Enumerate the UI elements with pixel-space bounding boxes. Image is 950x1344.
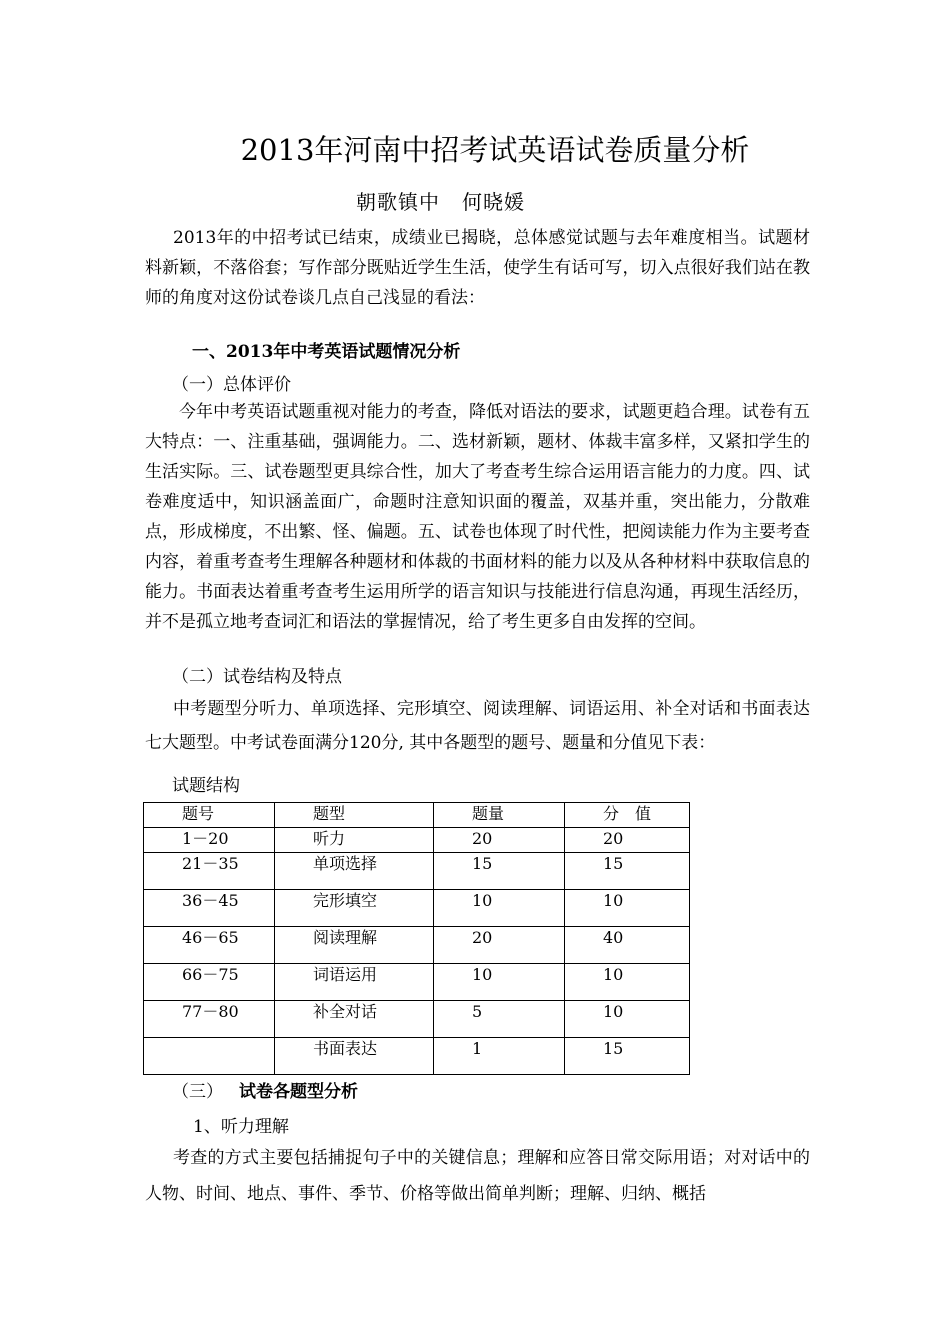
table-header-row	[144, 803, 690, 828]
section-heading-1: 一、2013年中考英语试题情况分析	[192, 342, 461, 362]
listening-paragraph: 考查的方式主要包括捕捉句子中的关键信息；理解和应答日常交际用语；对对话中的人物、时间、地点、事件、季节、价格等做出简单判断；理解、归纳、概括	[145, 1148, 810, 1204]
table-row	[144, 964, 690, 1001]
table-row	[144, 927, 690, 964]
table-cell	[144, 1038, 275, 1075]
subsection-title: 试卷各题型分析	[239, 1082, 358, 1102]
intro-paragraph: 2013年的中招考试已结束，成绩业已揭晓，总体感觉试题与去年难度相当。试题材料新颖，不落俗套；写作部分既贴近学生生活，使学生有话可写，切入点很好我们站在教师的角度对这份试卷谈几点自己浅显的看法：	[145, 228, 810, 308]
table-cell: 5	[434, 1001, 565, 1038]
table-cell: 10	[565, 890, 690, 927]
table-cell: 1	[434, 1038, 565, 1075]
table-cell: 单项选择	[275, 853, 434, 890]
table-cell: 1－20	[144, 828, 275, 853]
table-cell: 听力	[275, 828, 434, 853]
item-heading-listening: 1、听力理解	[193, 1117, 289, 1137]
table-cell: 10	[565, 1001, 690, 1038]
table-row	[144, 1038, 690, 1075]
table-cell: 36－45	[144, 890, 275, 927]
subsection-number: （三）	[172, 1082, 223, 1102]
page-title: 2013年河南中招考试英语试卷质量分析	[240, 133, 750, 167]
header-cell-count: 题量	[434, 803, 565, 828]
table-cell: 46－65	[144, 927, 275, 964]
table-cell: 21－35	[144, 853, 275, 890]
table-cell: 补全对话	[275, 1001, 434, 1038]
table-cell: 完形填空	[275, 890, 434, 927]
subsection-heading-overall: （一）总体评价	[172, 375, 291, 395]
table-row	[144, 853, 690, 890]
author-line	[356, 186, 525, 215]
structure-paragraph: 中考题型分听力、单项选择、完形填空、阅读理解、词语运用、补全对话和书面表达七大题型。中考试卷面满分120分, 其中各题型的题号、题量和分值见下表：	[145, 699, 810, 753]
author-name: 何晓媛	[462, 190, 525, 214]
table-cell: 15	[434, 853, 565, 890]
table-cell: 15	[565, 853, 690, 890]
overall-paragraph: 今年中考英语试题重视对能力的考查，降低对语法的要求，试题更趋合理。试卷有五大特点：一、注重基础，强调能力。二、选材新颖，题材、体裁丰富多样，又紧扣学生的生活实际。三、试卷题型更具综合性，加大了考查考生综合运用语言能力的力度。四、试卷难度适中，知识涵盖面广，命题时注意知识面的覆盖，双基并重，突出能力，分散难点，形成梯度，不出繁、怪、偏题。五、试卷也体现了时代性，把阅读能力作为主要考查内容，着重考查考生理解各种题材和体裁的书面材料的能力以及从各种材料中获取信息的能力。书面表达着重考查考生运用所学的语言知识与技能进行信息沟通，再现生活经历，并不是孤立地考查词汇和语法的掌握情况，给了考生更多自由发挥的空间。	[145, 402, 810, 632]
table-cell: 20	[434, 828, 565, 853]
header-cell-number: 题号	[144, 803, 275, 828]
table-cell: 40	[565, 927, 690, 964]
table-caption: 试题结构	[172, 776, 240, 796]
table-cell: 阅读理解	[275, 927, 434, 964]
header-cell-type: 题型	[275, 803, 434, 828]
subsection-heading-structure: （二）试卷结构及特点	[172, 667, 342, 687]
structure-table	[143, 802, 690, 1075]
table-cell: 词语运用	[275, 964, 434, 1001]
table-row	[144, 828, 690, 853]
table-cell: 10	[565, 964, 690, 1001]
table-cell: 20	[434, 927, 565, 964]
table-cell: 66－75	[144, 964, 275, 1001]
header-cell-score: 分 值	[565, 803, 690, 828]
table-cell: 20	[565, 828, 690, 853]
table-cell: 书面表达	[275, 1038, 434, 1075]
table-cell: 10	[434, 964, 565, 1001]
author-school: 朝歌镇中	[356, 190, 440, 214]
table-row	[144, 1001, 690, 1038]
table-cell: 10	[434, 890, 565, 927]
subsection-heading-analysis	[172, 1077, 358, 1102]
table-cell: 77－80	[144, 1001, 275, 1038]
table-row	[144, 890, 690, 927]
table-cell: 15	[565, 1038, 690, 1075]
